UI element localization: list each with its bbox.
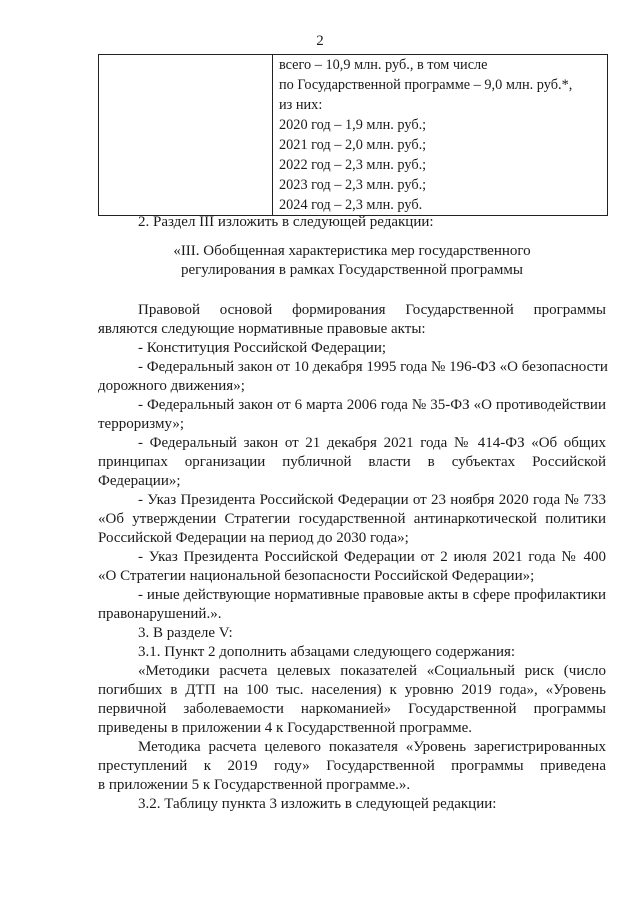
methods-paragraph-line2: погибших в ДТП на 100 тыс. населения) к уровню 2019 года», «Уровень: [98, 682, 606, 698]
item-3-2: 3.2. Таблицу пункта 3 изложить в следующей редакции:: [138, 796, 497, 812]
list-item-decree-733-line2: «Об утверждении Стратегии государственной антинаркотической политики: [98, 511, 606, 527]
page-number: 2: [316, 33, 324, 49]
funding-program: по Государственной программе – 9,0 млн. руб.*,: [279, 77, 573, 93]
list-item-law-196-line1: - Федеральный закон от 10 декабря 1995 года № 196-ФЗ «О безопасности: [138, 359, 608, 375]
funding-year-2022: 2022 год – 2,3 млн. руб.;: [279, 157, 427, 173]
list-item-law-414-line1: - Федеральный закон от 21 декабря 2021 года № 414-ФЗ «Об общих: [138, 435, 606, 451]
table-cell-right: [273, 55, 608, 216]
methods-paragraph-line1: «Методики расчета целевых показателей «Социальный риск (число: [138, 663, 606, 679]
section-heading-line2: регулирования в рамках Государственной программы: [181, 262, 523, 278]
section-heading-line1: «III. Обобщенная характеристика мер государственного: [173, 243, 531, 259]
method-paragraph-line3: в приложении 5 к Государственной программе.».: [98, 777, 411, 793]
list-item-law-35-line1: - Федеральный закон от 6 марта 2006 года № 35-ФЗ «О противодействии: [138, 397, 606, 413]
table-row: [99, 55, 608, 216]
table-cell-left: [99, 55, 273, 216]
method-paragraph-line2: преступлений к 2019 году» Государственной программы приведена: [98, 758, 606, 774]
document-body: [98, 213, 606, 814]
methods-paragraph-line4: приведены в приложении 4 к Государственной программе.: [98, 720, 473, 736]
funding-of-which: из них:: [279, 97, 323, 113]
funding-year-2024: 2024 год – 2,3 млн. руб.: [279, 197, 423, 213]
list-item-other-acts-line1: - иные действующие нормативные правовые акты в сфере профилактики: [138, 587, 606, 603]
list-item-decree-733-line1: - Указ Президента Российской Федерации от 23 ноября 2020 года № 733: [138, 492, 606, 508]
funding-total: всего – 10,9 млн. руб., в том числе: [279, 57, 488, 73]
list-item-law-196-line2: дорожного движения»;: [98, 378, 245, 394]
item-3-1: 3.1. Пункт 2 дополнить абзацами следующего содержания:: [138, 644, 516, 660]
funding-year-2023: 2023 год – 2,3 млн. руб.;: [279, 177, 427, 193]
funding-table: [98, 54, 608, 216]
legal-basis-line2: являются следующие нормативные правовые акты:: [98, 321, 426, 337]
list-item-law-414-line2: принципах организации публичной власти в субъектах Российской: [98, 454, 606, 470]
list-item-decree-400-line2: «О Стратегии национальной безопасности Российской Федерации»;: [98, 568, 535, 584]
legal-basis-line1: Правовой основой формирования Государственной программы: [138, 302, 606, 318]
list-item-decree-733-line3: Российской Федерации на период до 2030 года»;: [98, 530, 409, 546]
item-3: 3. В разделе V:: [138, 625, 233, 641]
funding-year-2020: 2020 год – 1,9 млн. руб.;: [279, 117, 427, 133]
list-item-constitution: - Конституция Российской Федерации;: [138, 340, 387, 356]
method-paragraph-line1: Методика расчета целевого показателя «Уровень зарегистрированных: [138, 739, 606, 755]
methods-paragraph-line3: первичной заболеваемости наркоманией» Государственной программы: [98, 701, 606, 717]
list-item-decree-400-line1: - Указ Президента Российской Федерации от 2 июля 2021 года № 400: [138, 549, 606, 565]
funding-year-2021: 2021 год – 2,0 млн. руб.;: [279, 137, 427, 153]
list-item-other-acts-line2: правонарушений.».: [98, 606, 222, 622]
list-item-law-414-line3: Федерации»;: [98, 473, 181, 489]
list-item-law-35-line2: терроризму»;: [98, 416, 184, 432]
item-2: 2. Раздел III изложить в следующей редакции:: [138, 214, 434, 230]
